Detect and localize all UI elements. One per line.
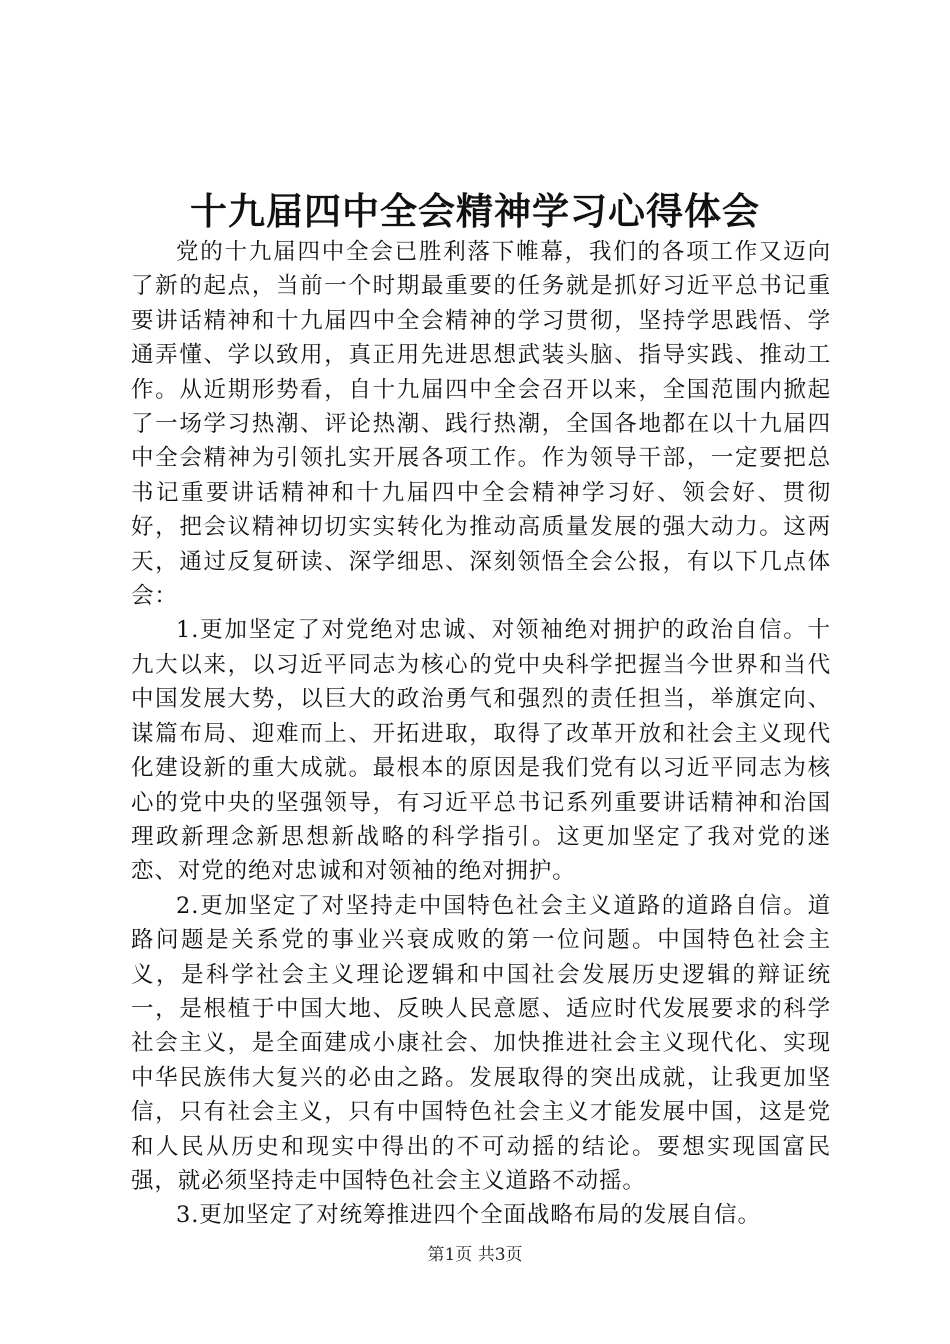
paragraph-point-2: 2.更加坚定了对坚持走中国特色社会主义道路的道路自信。道路问题是关系党的事业兴衰成败的第一位问题。中国特色社会主义，是科学社会主义理论逻辑和中国社会发展历史逻辑的辩证统一，是根植于中国大地、反映人民意愿、适应时代发展要求的科学社会主义，是全面建成小康社会、加快推进社会主义现代化、实现中华民族伟大复兴的必由之路。发展取得的突出成就，让我更加坚信，只有社会主义，只有中国特色社会主义才能发展中国，这是党和人民从历史和现实中得出的不可动摇的结论。要想实现国富民强，就必须坚持走中国特色社会主义道路不动摇。	[131, 892, 831, 1194]
paragraph-point-1: 1.更加坚定了对党绝对忠诚、对领袖绝对拥护的政治自信。十九大以来，以习近平同志为核心的党中央科学把握当今世界和当代中国发展大势，以巨大的政治勇气和强烈的责任担当，举旗定向、谋篇布局、迎难而上、开拓进取，取得了改革开放和社会主义现代化建设新的重大成就。最根本的原因是我们党有以习近平同志为核心的党中央的坚强领导，有习近平总书记系列重要讲话精神和治国理政新理念新思想新战略的科学指引。这更加坚定了我对党的迷恋、对党的绝对忠诚和对领袖的绝对拥护。	[131, 617, 831, 885]
page-number-footer: 第1页 共3页	[427, 1245, 523, 1265]
paragraph-point-3: 3.更加坚定了对统筹推进四个全面战略布局的发展自信。	[176, 1202, 761, 1229]
document-body	[131, 235, 831, 1233]
paragraph-intro: 党的十九届四中全会已胜利落下帷幕，我们的各项工作又迈向了新的起点，当前一个时期最重要的任务就是抓好习近平总书记重要讲话精神和十九届四中全会精神的学习贯彻，坚持学思践悟、学通弄懂、学以致用，真正用先进思想武装头脑、指导实践、推动工作。从近期形势看，自十九届四中全会召开以来，全国范围内掀起了一场学习热潮、评论热潮、践行热潮，全国各地都在以十九届四中全会精神为引领扎实开展各项工作。作为领导干部，一定要把总书记重要讲话精神和十九届四中全会精神学习好、领会好、贯彻好，把会议精神切切实实转化为推动高质量发展的强大动力。这两天，通过反复研读、深学细思、深刻领悟全会公报，有以下几点体会：	[131, 239, 831, 610]
document-title: 十九届四中全会精神学习心得体会	[190, 189, 760, 233]
